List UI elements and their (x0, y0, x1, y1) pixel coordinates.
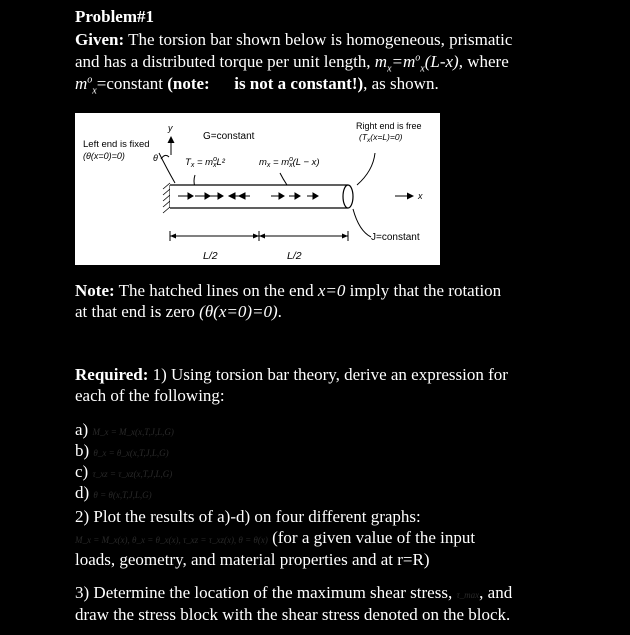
item-b: b) θ_x = θ_x(x,T,J,L,G) (75, 441, 169, 460)
given-where: where (467, 52, 509, 71)
given-line-2 (75, 51, 509, 73)
item-a: a) M_x = M_x(x,T,J,L,G) (75, 420, 174, 439)
right-end-label: Right end is free (356, 121, 422, 131)
note-tail-1: imply that the rotation (349, 281, 502, 300)
note-text-2: at that end is zero (75, 302, 195, 321)
right-end-condition: $(T_x(x=L)=0)$ (359, 132, 403, 144)
note-expr-1: x=0 (317, 281, 346, 300)
x-axis-label: x (418, 191, 423, 201)
part-2-line-2: M_x = M_x(x), θ_x = θ_x(x), τ_xz = τ_xz(x), θ = θ(x) (for a given value of the input (75, 528, 476, 547)
torsion-bar (163, 183, 353, 213)
given-label: Given: (75, 30, 125, 49)
mx-expression: $m_x=m^o_x(L-x)$, (374, 52, 463, 75)
required-text-1: 1) Using torsion bar theory, derive an expression for (152, 365, 508, 384)
half-length-2: L/2 (287, 250, 302, 262)
left-end-condition: (θ(x=0)=0) (83, 151, 125, 161)
m0x-symbol: $m^o_x$ (75, 74, 97, 97)
required-line-1 (75, 364, 508, 386)
given-line-3 (75, 73, 439, 95)
note-expr-2: (θ(x=0)=0) (199, 302, 278, 321)
note-inline: (note: is not a constant!) (167, 74, 364, 93)
note-line-1 (75, 280, 501, 302)
note-label: Note: (75, 281, 115, 300)
y-axis-label: y (168, 123, 173, 133)
required-label: Required: (75, 365, 149, 384)
theta-label: θ (153, 153, 158, 163)
left-end-label: Left end is fixed (83, 139, 150, 150)
note-line-2: at that end is zero (θ(x=0)=0). (75, 302, 282, 321)
part-2-line-3: loads, geometry, and material properties and at r=R) (75, 550, 430, 569)
item-c: c) τ_xz = τ_xz(x,T,J,L,G) (75, 462, 173, 481)
part-3-line-1: 3) Determine the location of the maximum shear stress, τ_max, and (75, 583, 513, 602)
j-constant: J=constant (371, 232, 420, 243)
g-constant: G=constant (203, 131, 255, 142)
given-text-1: The torsion bar shown below is homogeneous, prismatic (128, 30, 513, 49)
mx-equation: $m_x = m^o$ x(L − x) (259, 156, 320, 169)
constant-text: =constant (96, 74, 163, 93)
half-length-1: L/2 (203, 250, 218, 262)
problem-title: Problem#1 (75, 7, 155, 26)
torsion-bar-figure (75, 113, 440, 265)
pointer-line (159, 153, 175, 183)
part-2-line-1: 2) Plot the results of a)-d) on four different graphs: (75, 507, 421, 526)
required-line-2: each of the following: (75, 386, 225, 405)
tx-equation: $T_x = m^o$ xL² (185, 156, 225, 169)
note-text-1: The hatched lines on the end (118, 281, 314, 300)
given-line-1 (75, 29, 512, 51)
given-text-2: and has a distributed torque per unit length, (75, 52, 371, 71)
item-d: d) θ = θ(x,T,J,L,G) (75, 483, 152, 502)
part-3-line-2: draw the stress block with the shear stress denoted on the block. (75, 605, 511, 624)
given-end: , as shown. (363, 74, 439, 93)
